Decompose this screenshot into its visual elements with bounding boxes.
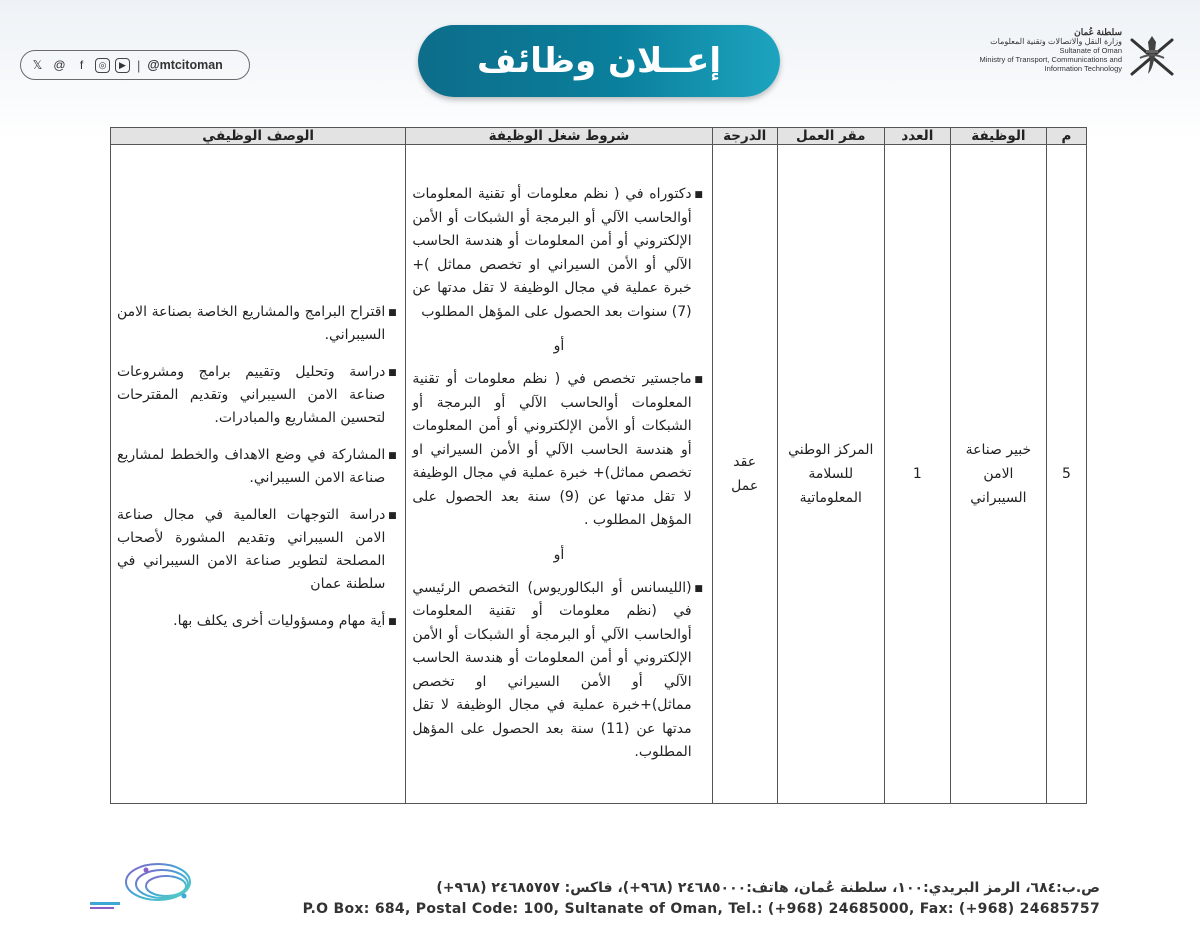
youtube-icon[interactable]: ▶ [115,58,130,73]
contract-type: عقد عمل [731,454,759,494]
bullet-icon: ■ [694,375,703,386]
header-conditions: شروط شغل الوظيفة [406,128,712,145]
threads-icon[interactable]: @ [53,58,66,72]
social-media-bar [20,50,250,80]
description-text: دراسة التوجهات العالمية في مجال صناعة الامن السيبراني وتقديم المشورة لأصحاب المصلحة لتطوير صناعة الامن السيبراني في سلطنة عمان [117,506,386,592]
cell-grade [712,145,777,804]
instagram-icon[interactable]: ◎ [95,58,110,73]
job-title: خبير صناعة الامن السيبراني [965,442,1032,506]
header-job: الوظيفة [950,128,1046,145]
header-location: مقر العمل [777,128,884,145]
ministry-country-ar: سلطنة عُمان [1074,27,1122,37]
jobs-table [110,127,1087,804]
condition-text: دكتوراه في ( نظم معلومات أو تقنية المعلومات أوالحاسب الآلي أو البرمجة أو الشبكات أو الأمن الإلكتروني أو أمن المعلومات أو هندسة الحاسب الآلي أو الأمن السيراني او تخصص مماثل )+ خبرة عملية في مجال الوظيفة لا تقل مدتها عن (7) سنوات بعد الحصول على المؤهل المطلوب [412,186,692,320]
condition-item [412,368,705,533]
description-item [117,610,399,634]
ministry-name-ar: وزارة النقل والاتصالات وتقنية المعلومات [990,37,1122,46]
description-item [117,361,399,430]
header-count: العدد [884,128,950,145]
oman-emblem-icon [1126,30,1178,82]
table-header-row [111,128,1087,145]
x-icon[interactable]: 𝕏 [32,58,43,72]
ministry-name-en-2: Information Technology [1044,64,1122,73]
ministry-country-en: Sultanate of Oman [1059,46,1122,55]
cell-conditions [406,145,712,804]
ministry-name-en-1: Ministry of Transport, Communications and [979,55,1122,64]
bullet-icon: ■ [388,450,397,461]
description-item [117,444,399,490]
bullet-icon: ■ [694,583,703,594]
title-badge [418,25,780,97]
bullet-icon: ■ [388,307,397,318]
cell-description [111,145,406,804]
cell-job [950,145,1046,804]
footer-address-en: P.O Box: 684, Postal Code: 100, Sultanate of Oman, Tel.: (+968) 24685000, Fax: (+968) 24685757 [302,901,1100,917]
bullet-icon: ■ [388,510,397,521]
condition-text: ماجستير تخصص في ( نظم معلومات أو تقنية المعلومات أوالحاسب الآلي أو البرمجة أو الشبكات أو الأمن الإلكتروني أو أمن المعلومات أو هندسة الحاسب الآلي أو الأمن السيراني او تخصص مماثل)+ خبرة عملية في مجال الوظيفة لا تقل مدتها عن (9) سنة بعد الحصول على المؤهل المطلوب . [412,371,692,529]
ministry-name-block [882,28,1122,73]
portal-logo-icon [88,856,218,916]
cell-count: 1 [884,145,950,804]
description-text: دراسة وتحليل وتقييم برامج ومشروعات صناعة الامن السيبراني وتقديم المقترحات لتحسين المشاريع والمبادرات. [117,363,386,426]
work-location: المركز الوطني للسلامة المعلوماتية [788,442,874,506]
separator: | [137,57,141,73]
description-item [117,301,399,347]
description-text: اقتراح البرامج والمشاريع الخاصة بصناعة الامن السيبراني. [117,303,386,343]
description-item [117,504,399,596]
footer-address-ar: ص.ب:٦٨٤، الرمز البريدي:١٠٠، سلطنة عُمان، هاتف:٢٤٦٨٥٠٠٠ (٩٦٨+)، فاكس: ٢٤٦٨٥٧٥٧ (٩٦٨+) [436,880,1100,896]
or-separator: أو [553,338,565,355]
facebook-icon[interactable]: f [79,58,84,72]
condition-item [412,183,705,324]
or-separator: أو [553,546,565,563]
condition-text: (الليسانس أو البكالوريوس) التخصص الرئيسي في (نظم معلومات أو تقنية المعلومات أوالحاسب الآلي أو البرمجة أو الشبكات أو الأمن الإلكتروني أو أمن المعلومات أو هندسة الحاسب الآلي أو الأمن السيراني او تخصص مماثل)+خبرة عملية في مجال الوظيفة لا تقل مدتها عن (11) سنة بعد الحصول على المؤهل المطلوب. [412,579,692,761]
bullet-icon: ■ [694,190,703,201]
header-description: الوصف الوظيفي [111,128,406,145]
bullet-icon: ■ [388,616,397,627]
description-text: المشاركة في وضع الاهداف والخطط لمشاريع صناعة الامن السيبراني. [117,446,386,486]
table-row [111,145,1087,804]
page-title: إعــلان وظائف [477,41,721,81]
header-grade: الدرجة [712,128,777,145]
header-num: م [1046,128,1086,145]
bullet-icon: ■ [388,367,397,378]
social-handle: @mtcitoman [147,58,223,72]
cell-location [777,145,884,804]
condition-item [412,577,705,765]
cell-num: 5 [1046,145,1086,804]
description-text: أية مهام ومسؤوليات أخرى يكلف بها. [173,612,386,629]
